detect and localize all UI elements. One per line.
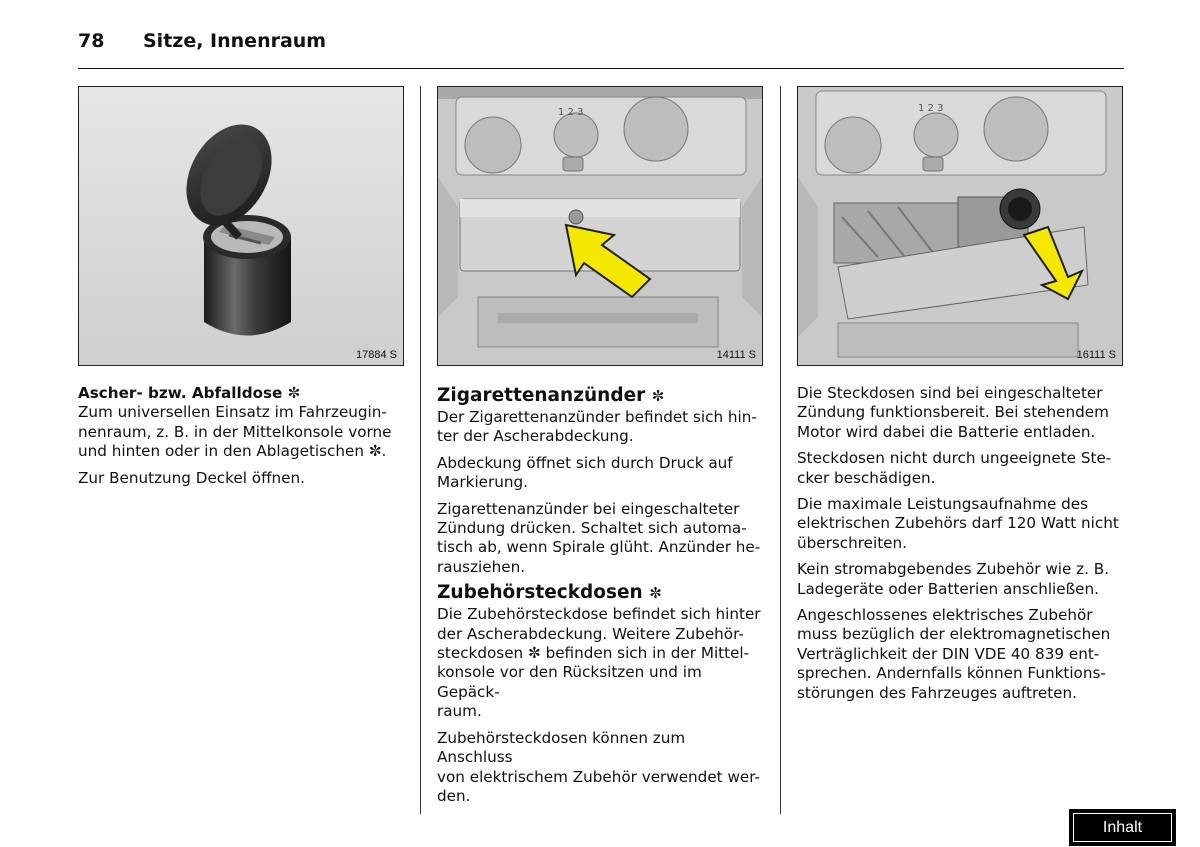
text-line: Verträglichkeit der DIN VDE 40 839 ent-	[797, 644, 1100, 663]
text-line: Zum universellen Einsatz im Fahrzeugin-	[78, 403, 387, 422]
column-2	[437, 384, 763, 813]
text-line: Zündung funktionsbereit. Bei stehendem	[797, 403, 1109, 422]
figure-code: 17884 S	[356, 349, 397, 361]
column-divider-2	[780, 86, 781, 814]
text-line: überschreiten.	[797, 533, 907, 552]
text-line: Zigarettenanzünder bei eingeschalteter	[437, 499, 740, 518]
text-line: Die maximale Leistungsaufnahme des	[797, 495, 1089, 514]
power-socket-image	[798, 87, 1122, 365]
paragraph	[797, 384, 1123, 442]
text-fragment: steckdosen	[437, 644, 524, 663]
optional-equipment-symbol: ✼	[651, 387, 665, 405]
paragraph	[437, 729, 763, 807]
power-socket-figure	[797, 86, 1123, 366]
figure-code: 16111 S	[1076, 349, 1116, 361]
text-fragment: .	[381, 442, 387, 461]
paragraph	[797, 449, 1123, 488]
ashtray-heading	[78, 384, 404, 403]
text-line: Motor wird dabei die Batterie entladen.	[797, 422, 1096, 441]
column-1	[78, 384, 404, 495]
text-line: Die Zubehörsteckdose befindet sich hinter	[437, 605, 761, 624]
text-line: Der Zigarettenanzünder befindet sich hin-	[437, 408, 757, 426]
lighter-heading	[437, 384, 763, 408]
paragraph: Zur Benutzung Deckel öffnen.	[78, 468, 305, 487]
text-line: konsole vor den Rücksitzen und im Gepäck-	[437, 663, 702, 701]
paragraph	[437, 408, 763, 447]
text-line: den.	[437, 786, 471, 805]
optional-equipment-symbol: ✼	[368, 442, 382, 461]
text-line: elektrischen Zubehörs darf 120 Watt nicht	[797, 514, 1119, 533]
text-line: nenraum, z. B. in der Mittelkonsole vorne	[78, 422, 392, 441]
heading-text: Zigarettenanzünder	[437, 385, 646, 406]
text-line: der Ascherabdeckung. Weitere Zubehör-	[437, 624, 744, 643]
text-line: störungen des Fahrzeuges auftreten.	[797, 683, 1077, 702]
text-line: Angeschlossenes elektrisches Zubehör	[797, 606, 1093, 625]
optional-equipment-symbol: ✼	[649, 584, 662, 603]
paragraph	[437, 454, 763, 493]
heading-text: Zubehörsteckdosen	[437, 582, 643, 604]
text-line: muss bezüglich der elektromagnetischen	[797, 625, 1111, 644]
text-line: Steckdosen nicht durch ungeeignete Ste-	[797, 449, 1112, 468]
cigarette-lighter-figure	[437, 86, 763, 366]
text-line: Markierung.	[437, 473, 528, 492]
text-line: Die Steckdosen sind bei eingeschalteter	[797, 384, 1103, 402]
page-title: Sitze, Innenraum	[143, 30, 327, 52]
page-number: 78	[78, 30, 105, 52]
text-line: ter der Ascherabdeckung.	[437, 427, 634, 446]
paragraph	[797, 560, 1123, 599]
ashtray-image	[79, 87, 403, 365]
heading-text: Ascher- bzw. Abfalldose	[78, 384, 283, 402]
inhalt-label[interactable]: Inhalt	[1073, 813, 1172, 842]
ashtray-figure	[78, 86, 404, 366]
text-line: Kein stromabgebendes Zubehör wie z. B.	[797, 560, 1110, 579]
column-3	[797, 384, 1123, 710]
optional-equipment-symbol: ✼	[287, 384, 301, 402]
text-line: rausziehen.	[437, 557, 526, 576]
paragraph	[78, 403, 404, 461]
text-line: und hinten oder in den Ablagetischen	[78, 442, 364, 461]
paragraph	[797, 606, 1123, 703]
text-fragment: befinden sich in der Mittel-	[545, 644, 750, 663]
header-divider	[78, 68, 1124, 69]
text-line: Abdeckung öffnet sich durch Druck auf	[437, 453, 733, 472]
text-line: cker beschädigen.	[797, 468, 936, 487]
column-divider-1	[420, 86, 421, 814]
text-line: tisch ab, wenn Spirale glüht. Anzünder he-	[437, 538, 761, 557]
paragraph	[437, 605, 763, 721]
figure-code: 14111 S	[716, 349, 756, 361]
paragraph	[797, 495, 1123, 553]
text-line: Zündung drücken. Schaltet sich automa-	[437, 519, 747, 538]
inhalt-button[interactable]	[1069, 809, 1176, 846]
text-line: Ladegeräte oder Batterien anschließen.	[797, 579, 1099, 598]
svg-text:1 2 3: 1 2 3	[918, 103, 944, 114]
text-line: raum.	[437, 702, 482, 721]
paragraph	[437, 500, 763, 578]
text-line: von elektrischem Zubehör verwendet wer-	[437, 767, 760, 786]
optional-equipment-symbol: ✼	[528, 644, 541, 663]
text-line: sprechen. Andernfalls können Funktions-	[797, 664, 1106, 683]
cigarette-lighter-image	[438, 87, 762, 365]
sockets-heading	[437, 581, 763, 605]
text-line: Zubehörsteckdosen können zum Anschluss	[437, 728, 686, 767]
svg-text:1 2 3: 1 2 3	[558, 107, 584, 118]
